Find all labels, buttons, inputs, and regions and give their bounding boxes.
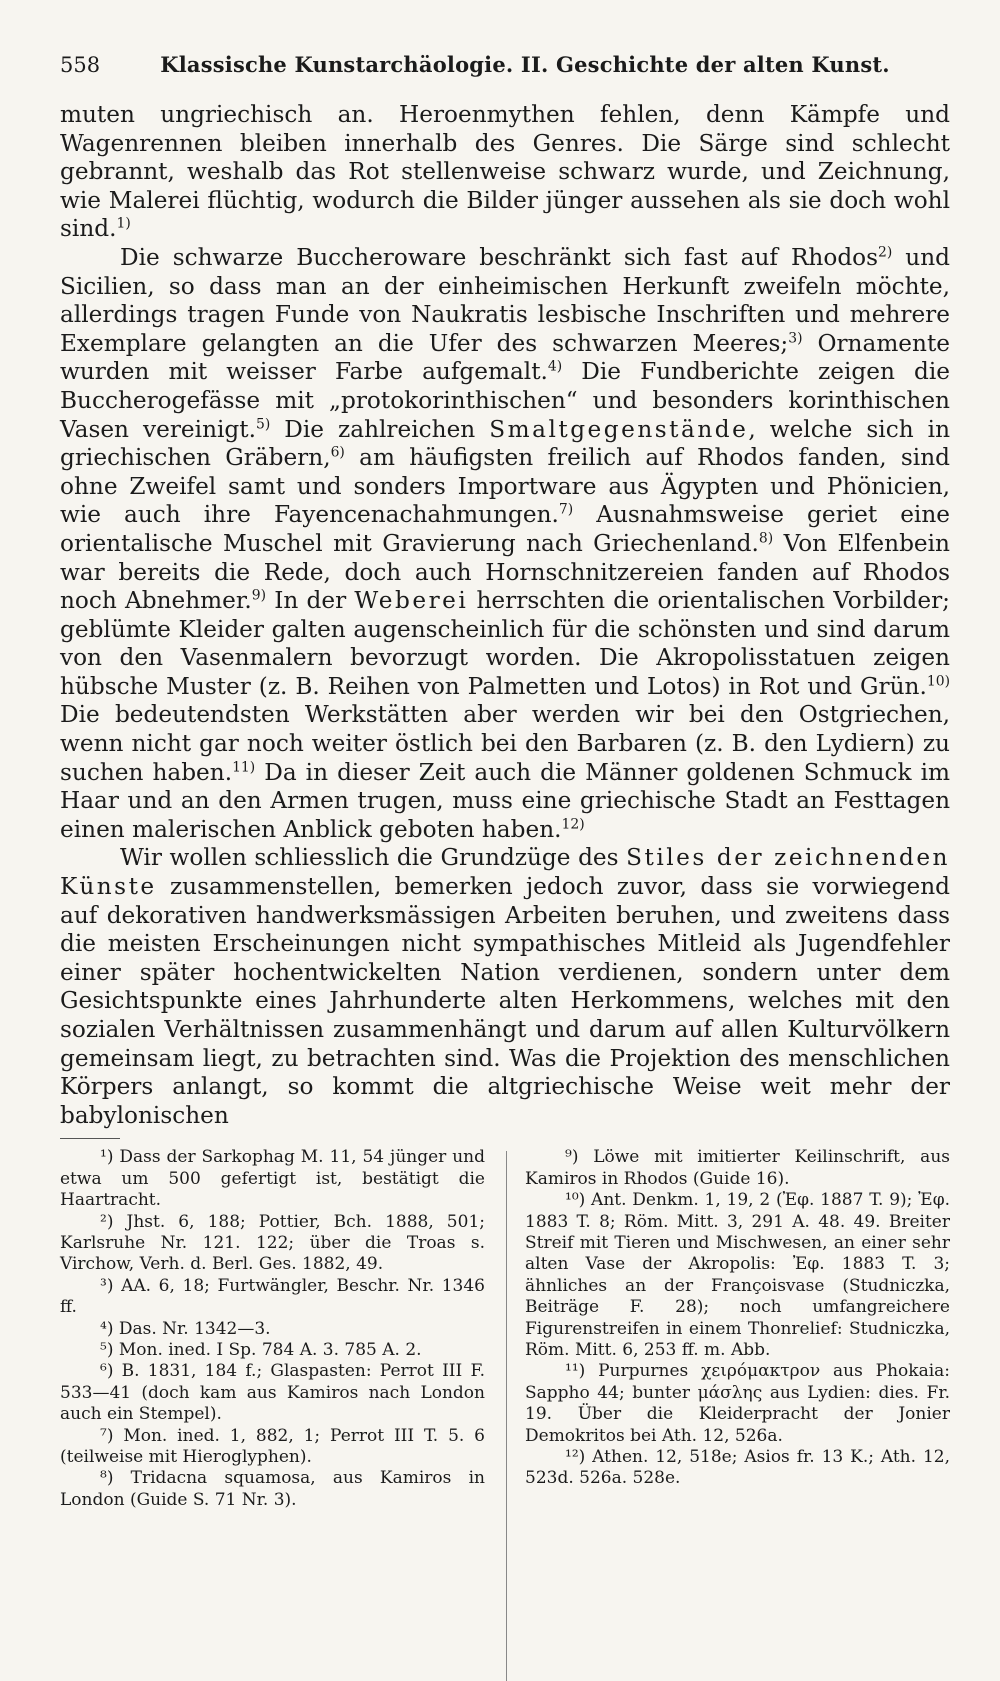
page xyxy=(60,52,950,1511)
footnote-1: ¹) Dass der Sarkophag M. 11, 54 jünger und etwa um 500 gefertigt ist, bestätigt die Haartracht. xyxy=(60,1147,485,1211)
text-run: Von Elfenbein war bereits die Rede, doch auch Hornschnitzereien fanden auf Rhodos noch Abnehmer. xyxy=(60,529,950,615)
footnote-ref: 4) xyxy=(547,358,563,375)
footnote-9: ⁹) Löwe mit imitierter Keilinschrift, aus Kamiros in Rhodos (Guide 16). xyxy=(525,1147,950,1189)
footnote-ref: 8) xyxy=(758,530,774,547)
footnote-ref: 12) xyxy=(561,816,585,833)
text-run: Die zahlreichen xyxy=(270,415,490,443)
text-run: Die Fundberichte zeigen die Buccherogefässe mit „protokorinthischen“ und besonders korinthischen Vasen vereinigt. xyxy=(60,358,950,443)
text-run: Die bedeutendsten Werkstätten aber werden wir bei den Ostgriechen, wenn nicht gar noch weiter östlich bei den Barbaren (z. B. den Lydiern) zu suchen haben. xyxy=(60,701,950,786)
text-run: am häufigsten freilich auf Rhodos fanden, sind ohne Zweifel samt und sonders Importware aus Ägypten und Phönicien, wie auch ihre Fayencenachahmungen. xyxy=(60,444,950,529)
text-run: muten ungriechisch an. Heroenmythen fehlen, denn Kämpfe und Wagenrennen bleiben innerhalb des Genres. Die Särge sind schlecht gebrannt, weshalb das Rot stellenweise schwarz wurde, und Zeichnung, wie Malerei flüchtig, wodurch die Bilder jünger aussehen als sie doch wohl sind. xyxy=(60,101,950,243)
spaced-term: Smaltgegenstände xyxy=(489,415,749,443)
footnote-ref: 10) xyxy=(926,673,950,690)
footnotes-left-column xyxy=(60,1147,485,1511)
footnote-12: ¹²) Athen. 12, 518e; Asios fr. 13 K.; Ath. 12, 523d. 526a. 528e. xyxy=(525,1447,950,1489)
footnote-divider xyxy=(60,1138,120,1139)
column-separator xyxy=(506,1151,507,1681)
footnote-ref: 5) xyxy=(255,415,271,432)
footnote-4: ⁴) Das. Nr. 1342—3. xyxy=(100,1318,271,1339)
text-run: Wir wollen schliesslich die Grundzüge des xyxy=(120,844,627,872)
text-run: In der xyxy=(266,587,355,615)
footnote-6: ⁶) B. 1831, 184 f.; Glaspasten: Perrot III F. 533—41 (doch kam aus Kamiros nach London auch ein Stempel). xyxy=(60,1361,485,1425)
footnote-11: ¹¹) Purpurnes χειρόμακτρον aus Phokaia: Sappho 44; bunter μάσλης aus Lydien: dies. Fr. 19. Über die Kleiderpracht der Jonier Demokritos bei Ath. 12, 526a. xyxy=(525,1361,950,1446)
footnote-ref: 2) xyxy=(878,244,893,261)
footnotes xyxy=(60,1147,950,1511)
footnote-ref: 11) xyxy=(232,758,256,775)
text-run: und Sicilien, so dass man an der einheimischen Herkunft zweifeln möchte, allerdings tragen Funde von Naukratis lesbische Inschriften und mehrere Exemplare gelangten an die Ufer des schwarzen Meeres; xyxy=(60,243,950,357)
paragraph-3 xyxy=(60,844,950,1130)
running-title: Klassische Kunstarchäologie. II. Geschichte der alten Kunst. xyxy=(160,52,890,77)
footnote-5: ⁵) Mon. ined. I Sp. 784 A. 3. 785 A. 2. xyxy=(100,1340,422,1361)
paragraph-2 xyxy=(60,244,950,844)
footnote-7: ⁷) Mon. ined. 1, 882, 1; Perrot III T. 5. 6 (teilweise mit Hieroglyphen). xyxy=(60,1425,485,1468)
text-run: herrschten die orientalischen Vorbilder; geblümte Kleider galten augenscheinlich für die schönsten und sind darum von den Vasenmalern bevorzugt worden. Die Akropolisstatuen zeigen hübsche Muster (z. B. Reihen von Palmetten und Lotos) in Rot und Grün. xyxy=(60,587,950,700)
spaced-term: Weberei xyxy=(354,587,469,615)
main-text xyxy=(60,101,950,1130)
footnotes-right-column xyxy=(525,1147,950,1511)
text-run: Ausnahmsweise geriet eine orientalische Muschel mit Gravierung nach Griechenland. xyxy=(60,501,950,557)
spaced-term: Stiles der zeichnenden Künste xyxy=(60,844,950,901)
text-run: , welche sich in griechischen Gräbern, xyxy=(60,415,951,472)
text-run: Ornamente wurden mit weisser Farbe aufgemalt. xyxy=(60,329,951,386)
footnote-10: ¹⁰) Ant. Denkm. 1, 19, 2 (Ἐφ. 1887 T. 9); Ἐφ. 1883 T. 8; Röm. Mitt. 3, 291 A. 48. 49. Breiter Streif mit Tieren und Mischwesen, an einer sehr alten Vase der Akropolis: Ἐφ. 1883 T. 3; ähnliches an der Françoisvase (Studniczka, Beiträge F. 28); noch umfangreichere Figurenstreifen in einem Thonrelief: Studniczka, Röm. Mitt. 6, 253 ff. m. Abb. xyxy=(525,1190,950,1361)
footnote-ref: 7) xyxy=(558,501,574,518)
footnote-2: ²) Jhst. 6, 188; Pottier, Bch. 1888, 501; Karlsruhe Nr. 121. 122; über die Troas s. Virchow, Verh. d. Berl. Ges. 1882, 49. xyxy=(60,1211,485,1275)
footnote-ref: 6) xyxy=(330,444,345,461)
footnote-3: ³) AA. 6, 18; Furtwängler, Beschr. Nr. 1346 ff. xyxy=(60,1275,485,1318)
footnote-ref: 3) xyxy=(788,330,803,347)
page-number: 558 xyxy=(60,53,101,77)
running-header xyxy=(60,52,950,77)
footnote-ref: 9) xyxy=(251,587,267,604)
footnote-8: ⁸) Tridacna squamosa, aus Kamiros in London (Guide S. 71 Nr. 3). xyxy=(60,1468,485,1510)
footnote-ref: 1) xyxy=(116,215,131,232)
text-run: Die schwarze Buccheroware beschränkt sich fast auf Rhodos xyxy=(120,243,879,271)
text-run: Da in dieser Zeit auch die Männer goldenen Schmuck im Haar und an den Armen trugen, muss eine griechische Stadt an Festtagen einen malerischen Anblick geboten haben. xyxy=(60,758,950,843)
text-run: zusammenstellen, bemerken jedoch zuvor, dass sie vorwiegend auf dekorativen handwerksmässigen Arbeiten beruhen, und zweitens dass die meisten Erscheinungen nicht sympathisches Mitleid als Jugendfehler einer später hochentwickelten Nation verdienen, sondern unter dem Gesichtspunkte eines Jahrhunderte alten Herkommens, welches mit den sozialen Verhältnissen zusammenhängt und darum auf allen Kulturvölkern gemeinsam liegt, zu betrachten sind. Was die Projektion des menschlichen Körpers anlangt, so kommt die altgriechische Weise weit mehr der babylonischen xyxy=(60,873,950,1129)
paragraph-1 xyxy=(60,101,950,244)
